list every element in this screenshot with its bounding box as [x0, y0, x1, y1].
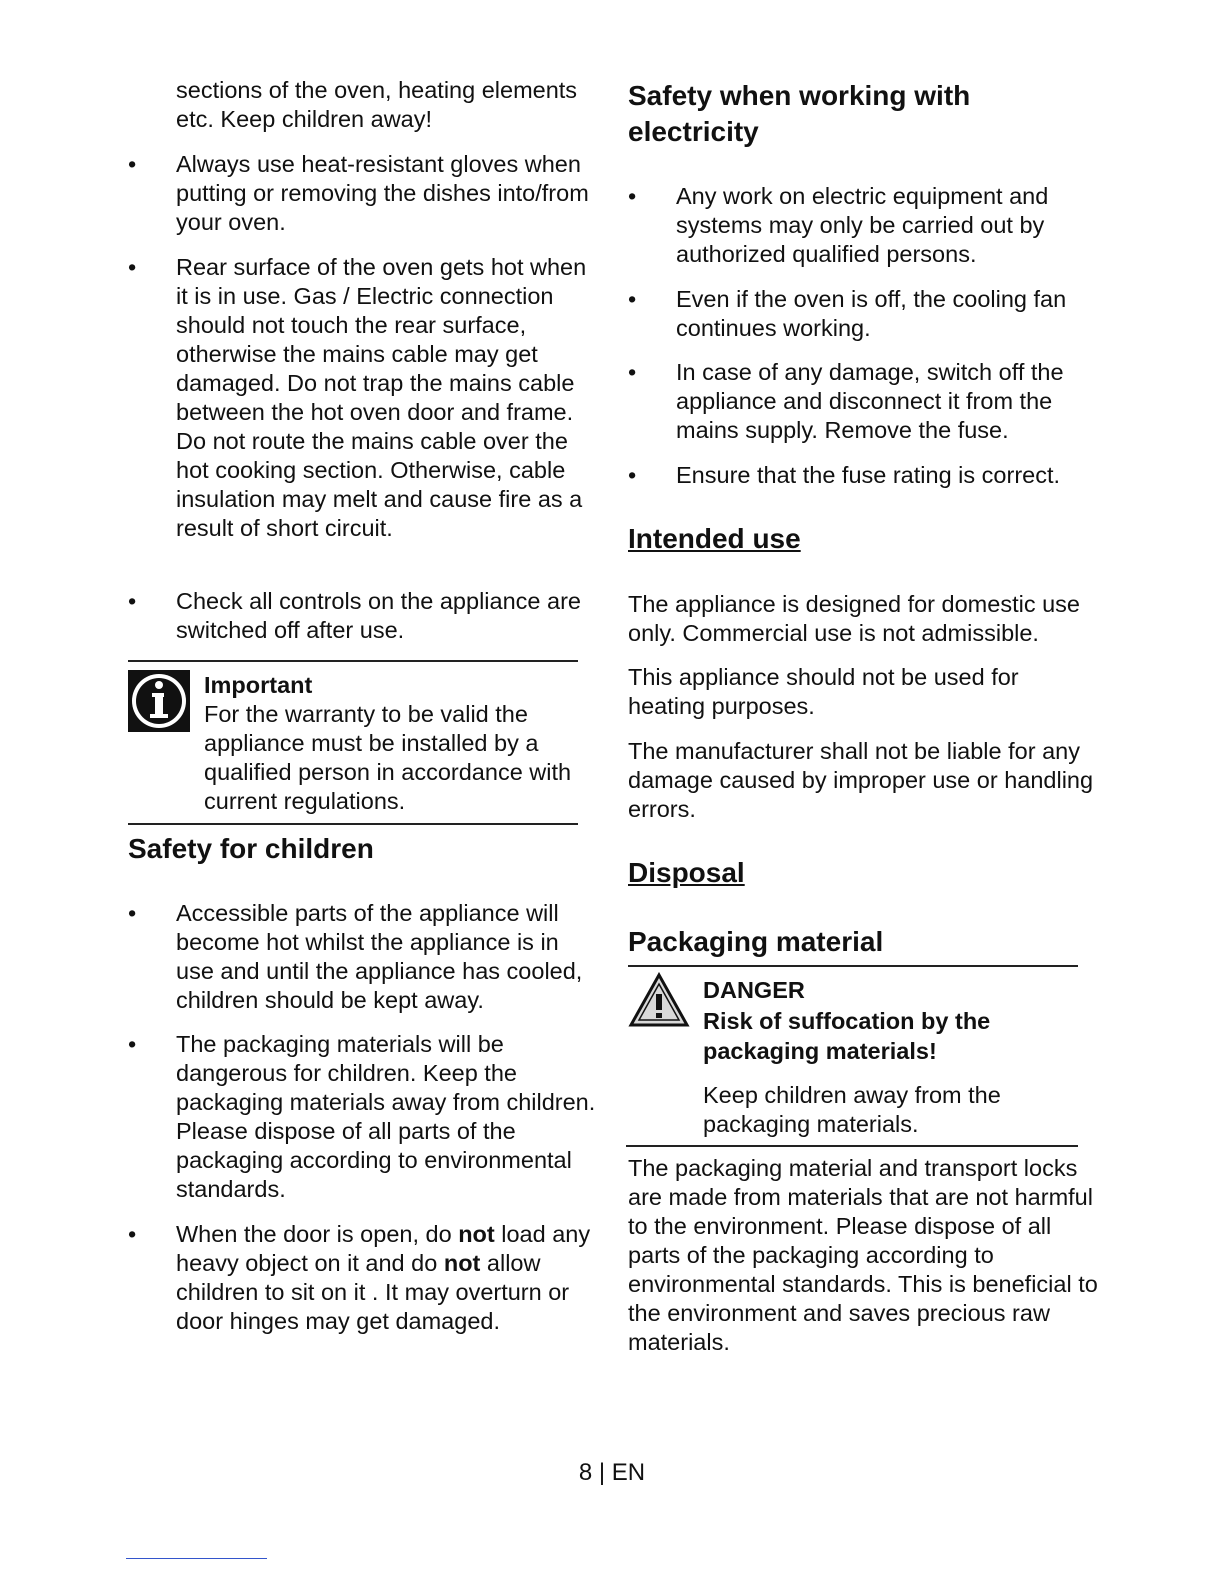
bullet-text: In case of any damage, switch off the appliance and disconnect it from the mains supply. Remove the fuse.	[676, 359, 1064, 443]
bullet-item	[628, 461, 1098, 490]
bullet-item	[128, 587, 598, 645]
emphasis-not: not	[458, 1221, 495, 1247]
continued-text: sections of the oven, heating elements etc. Keep children away!	[176, 77, 578, 132]
intended-paragraph: The manufacturer shall not be liable for any damage caused by improper use or handling errors.	[628, 738, 1094, 822]
packaging-paragraph: The packaging material and transport locks are made from materials that are not harmful to the environment. Please dispose of all parts of the packaging according to environmental standards. This is beneficial to the environment and saves precious raw materials.	[628, 1155, 1098, 1355]
important-text: For the warranty to be valid the appliance must be installed by a qualified person in accordance with current regulations.	[204, 701, 572, 814]
bullet-text: Ensure that the fuse rating is correct.	[676, 462, 1061, 488]
section-heading-intended-use: Intended use	[628, 523, 801, 554]
bullet-text: When the door is open, do not load any heavy object on it and do not allow children to sit on it . It may overturn or door hinges may get damaged.	[176, 1221, 591, 1334]
bullet-item	[128, 899, 598, 1015]
bullet-icon: •	[128, 900, 137, 926]
bullet-text: The packaging materials will be dangerous for children. Keep the packaging materials away from children. Please dispose of all parts of the packaging according to environmental standards.	[176, 1031, 596, 1202]
bullet-icon: •	[628, 462, 637, 488]
bullet-item	[128, 253, 598, 543]
info-icon	[128, 670, 190, 732]
bullet-item	[128, 1220, 598, 1336]
important-top-rule	[128, 660, 578, 662]
bullet-item	[628, 182, 1098, 269]
danger-top-rule	[628, 965, 1078, 967]
bullet-icon: •	[128, 254, 137, 280]
danger-bottom-rule	[626, 1145, 1078, 1147]
bullet-icon: •	[628, 359, 637, 385]
bullet-text: Always use heat-resistant gloves when putting or removing the dishes into/from your oven.	[176, 151, 589, 235]
bullet-text: Check all controls on the appliance are switched off after use.	[176, 588, 581, 643]
section-heading-electricity: Safety when working with electricity	[628, 80, 971, 147]
important-bottom-rule	[128, 823, 578, 825]
section-heading-children: Safety for children	[128, 833, 374, 864]
bullet-icon: •	[628, 286, 637, 312]
bullet-text: Even if the oven is off, the cooling fan continues working.	[676, 286, 1067, 341]
bullet-icon: •	[628, 183, 637, 209]
page-number: 8 | EN	[578, 1459, 646, 1486]
intended-paragraph: This appliance should not be used for heating purposes.	[628, 664, 1019, 719]
bullet-icon: •	[128, 1221, 137, 1247]
bullet-text: Rear surface of the oven gets hot when it is in use. Gas / Electric connection should not touch the rear surface, otherwise the mains cable may get damaged. Do not trap the mains cable between the hot oven door and frame. Do not route the mains cable over the hot cooking section. Otherwise, cable insulation may melt and cause fire as a result of short circuit.	[176, 254, 587, 541]
bullet-icon: •	[128, 588, 137, 614]
important-title: Important	[204, 672, 313, 698]
danger-text: Keep children away from the packaging materials.	[703, 1082, 1001, 1137]
bullet-item	[628, 358, 1098, 445]
bullet-item	[628, 285, 1098, 343]
bullet-text: Accessible parts of the appliance will become hot whilst the appliance is in use and until the appliance has cooled, children should be kept away.	[176, 900, 583, 1013]
section-heading-disposal: Disposal	[628, 857, 745, 888]
danger-subtitle: Risk of suffocation by the packaging materials!	[703, 1008, 991, 1064]
bullet-text: Any work on electric equipment and systems may only be carried out by authorized qualified persons.	[676, 183, 1049, 267]
bullet-icon: •	[128, 151, 137, 177]
bullet-item	[128, 1030, 598, 1204]
warning-triangle-icon	[628, 972, 690, 1028]
danger-title: DANGER	[703, 977, 805, 1003]
footer-link-underline	[126, 1558, 267, 1559]
bullet-item	[128, 150, 598, 237]
section-heading-packaging: Packaging material	[628, 926, 884, 957]
emphasis-not: not	[443, 1250, 481, 1276]
intended-paragraph: The appliance is designed for domestic use only. Commercial use is not admissible.	[628, 591, 1080, 646]
bullet-icon: •	[128, 1031, 137, 1057]
